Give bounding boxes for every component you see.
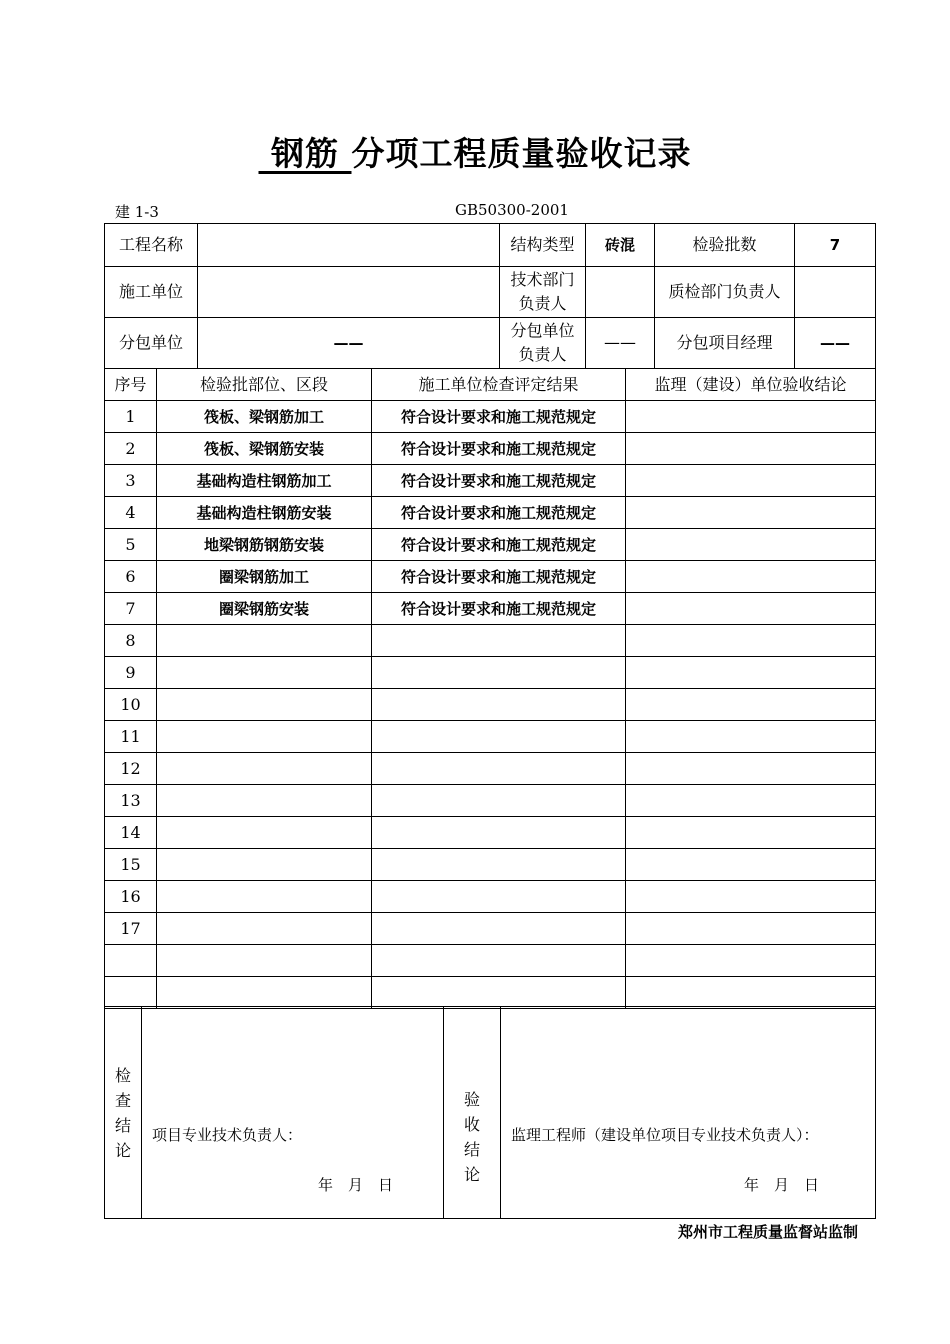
header-row-3 (105, 318, 876, 369)
row-conclusion[interactable] (626, 849, 876, 881)
row-conclusion[interactable] (626, 561, 876, 593)
row-number (105, 945, 157, 977)
row-conclusion[interactable] (626, 689, 876, 721)
row-conclusion[interactable] (626, 817, 876, 849)
table-row (105, 913, 876, 945)
row-conclusion[interactable] (626, 529, 876, 561)
row-conclusion[interactable] (626, 433, 876, 465)
row-result[interactable] (372, 913, 626, 945)
row-number: 6 (105, 561, 157, 593)
row-number: 3 (105, 465, 157, 497)
row-number: 11 (105, 721, 157, 753)
row-result[interactable] (372, 785, 626, 817)
row-part[interactable] (157, 721, 372, 753)
row-result[interactable]: 符合设计要求和施工规范规定 (372, 529, 626, 561)
row-number: 13 (105, 785, 157, 817)
row-part[interactable] (157, 881, 372, 913)
row-result[interactable] (372, 977, 626, 1009)
row-part[interactable] (157, 849, 372, 881)
row-result[interactable] (372, 721, 626, 753)
row-conclusion[interactable] (626, 721, 876, 753)
row-conclusion[interactable] (626, 625, 876, 657)
row-number: 15 (105, 849, 157, 881)
row-number: 4 (105, 497, 157, 529)
row-result[interactable]: 符合设计要求和施工规范规定 (372, 433, 626, 465)
row-part[interactable] (157, 689, 372, 721)
project-name-value[interactable] (198, 224, 500, 267)
table-row (105, 785, 876, 817)
col-header-result: 施工单位检查评定结果 (372, 369, 626, 401)
row-number: 14 (105, 817, 157, 849)
col-header-no: 序号 (105, 369, 157, 401)
row-conclusion[interactable] (626, 401, 876, 433)
title-rest: 分项工程质量验收记录 (351, 134, 692, 173)
project-name-label: 工程名称 (105, 224, 198, 267)
accept-date: 年 月 日 (744, 1176, 820, 1194)
row-conclusion[interactable] (626, 465, 876, 497)
row-part[interactable] (157, 977, 372, 1009)
table-row (105, 721, 876, 753)
tech-dept-label: 技术部门负责人 (500, 267, 586, 318)
qc-dept-value[interactable] (795, 267, 876, 318)
table-row (105, 977, 876, 1009)
page-title (0, 128, 950, 175)
row-part[interactable]: 圈梁钢筋安装 (157, 593, 372, 625)
table-row (105, 529, 876, 561)
qc-dept-label: 质检部门负责人 (655, 267, 795, 318)
row-number: 10 (105, 689, 157, 721)
row-part[interactable]: 基础构造柱钢筋加工 (157, 465, 372, 497)
row-number (105, 977, 157, 1009)
row-part[interactable] (157, 913, 372, 945)
row-conclusion[interactable] (626, 945, 876, 977)
sub-head-label: 分包单位负责人 (500, 318, 586, 369)
accept-conclusion-label: 验收结论 (444, 1007, 501, 1219)
table-row (105, 593, 876, 625)
row-number: 7 (105, 593, 157, 625)
row-result[interactable] (372, 753, 626, 785)
row-result[interactable]: 符合设计要求和施工规范规定 (372, 593, 626, 625)
column-headers (105, 369, 876, 401)
table-row (105, 945, 876, 977)
row-result[interactable] (372, 945, 626, 977)
table-row (105, 689, 876, 721)
row-number: 9 (105, 657, 157, 689)
table-row (105, 433, 876, 465)
sub-head-value[interactable]: —— (586, 318, 655, 369)
row-conclusion[interactable] (626, 785, 876, 817)
row-result[interactable] (372, 849, 626, 881)
row-part[interactable] (157, 817, 372, 849)
subcontractor-value[interactable]: —— (198, 318, 500, 369)
row-result[interactable] (372, 881, 626, 913)
header-table (104, 223, 876, 369)
table-row (105, 401, 876, 433)
check-conclusion-label: 检查结论 (105, 1007, 142, 1219)
row-result[interactable] (372, 817, 626, 849)
row-number: 1 (105, 401, 157, 433)
table-row (105, 497, 876, 529)
row-result[interactable] (372, 689, 626, 721)
table-row (105, 849, 876, 881)
row-part[interactable] (157, 657, 372, 689)
conclusion-row (105, 1007, 876, 1219)
sub-pm-label: 分包项目经理 (655, 318, 795, 369)
standard-code: GB50300-2001 (455, 201, 569, 219)
row-number: 5 (105, 529, 157, 561)
row-part[interactable]: 基础构造柱钢筋安装 (157, 497, 372, 529)
row-part[interactable]: 筏板、梁钢筋加工 (157, 401, 372, 433)
batch-count-label: 检验批数 (655, 224, 795, 267)
header-row-2 (105, 267, 876, 318)
row-result[interactable]: 符合设计要求和施工规范规定 (372, 465, 626, 497)
structure-type-label: 结构类型 (500, 224, 586, 267)
header-row-1 (105, 224, 876, 267)
row-conclusion[interactable] (626, 977, 876, 1009)
row-result[interactable]: 符合设计要求和施工规范规定 (372, 497, 626, 529)
row-number: 17 (105, 913, 157, 945)
row-number: 12 (105, 753, 157, 785)
table-row (105, 881, 876, 913)
row-number: 16 (105, 881, 157, 913)
check-signer-label: 项目专业技术负责人： (152, 1126, 303, 1144)
check-date: 年 月 日 (318, 1176, 394, 1194)
row-part[interactable]: 筏板、梁钢筋安装 (157, 433, 372, 465)
table-row (105, 465, 876, 497)
col-header-conclusion: 监理（建设）单位验收结论 (626, 369, 876, 401)
row-conclusion[interactable] (626, 593, 876, 625)
contractor-label: 施工单位 (105, 267, 198, 318)
row-part[interactable] (157, 625, 372, 657)
form-code: 建 1-3 (115, 203, 159, 221)
check-conclusion-area[interactable] (142, 1007, 444, 1219)
row-conclusion[interactable] (626, 497, 876, 529)
conclusion-table (104, 1006, 876, 1219)
row-part[interactable] (157, 945, 372, 977)
row-part[interactable] (157, 785, 372, 817)
structure-type-value[interactable]: 砖混 (586, 224, 655, 267)
accept-conclusion-area[interactable] (501, 1007, 876, 1219)
row-result[interactable] (372, 657, 626, 689)
subcontractor-label: 分包单位 (105, 318, 198, 369)
sub-pm-value[interactable]: —— (795, 318, 876, 369)
contractor-value[interactable] (198, 267, 500, 318)
table-row (105, 657, 876, 689)
row-number: 2 (105, 433, 157, 465)
row-conclusion[interactable] (626, 753, 876, 785)
table-row (105, 753, 876, 785)
footer-issuer: 郑州市工程质量监督站监制 (677, 1223, 858, 1241)
inspection-table (104, 368, 876, 1009)
tech-dept-value[interactable] (586, 267, 655, 318)
row-result[interactable] (372, 625, 626, 657)
row-conclusion[interactable] (626, 881, 876, 913)
row-part[interactable]: 圈梁钢筋加工 (157, 561, 372, 593)
row-conclusion[interactable] (626, 657, 876, 689)
title-underlined-part: 钢筋 (258, 134, 352, 173)
accept-signer-label: 监理工程师（建设单位项目专业技术负责人）： (511, 1126, 819, 1144)
row-number: 8 (105, 625, 157, 657)
table-row (105, 817, 876, 849)
col-header-part: 检验批部位、区段 (157, 369, 372, 401)
batch-count-value[interactable]: 7 (795, 224, 876, 267)
table-row (105, 561, 876, 593)
row-conclusion[interactable] (626, 913, 876, 945)
row-part[interactable]: 地梁钢筋钢筋安装 (157, 529, 372, 561)
row-part[interactable] (157, 753, 372, 785)
row-result[interactable]: 符合设计要求和施工规范规定 (372, 401, 626, 433)
row-result[interactable]: 符合设计要求和施工规范规定 (372, 561, 626, 593)
table-row (105, 625, 876, 657)
